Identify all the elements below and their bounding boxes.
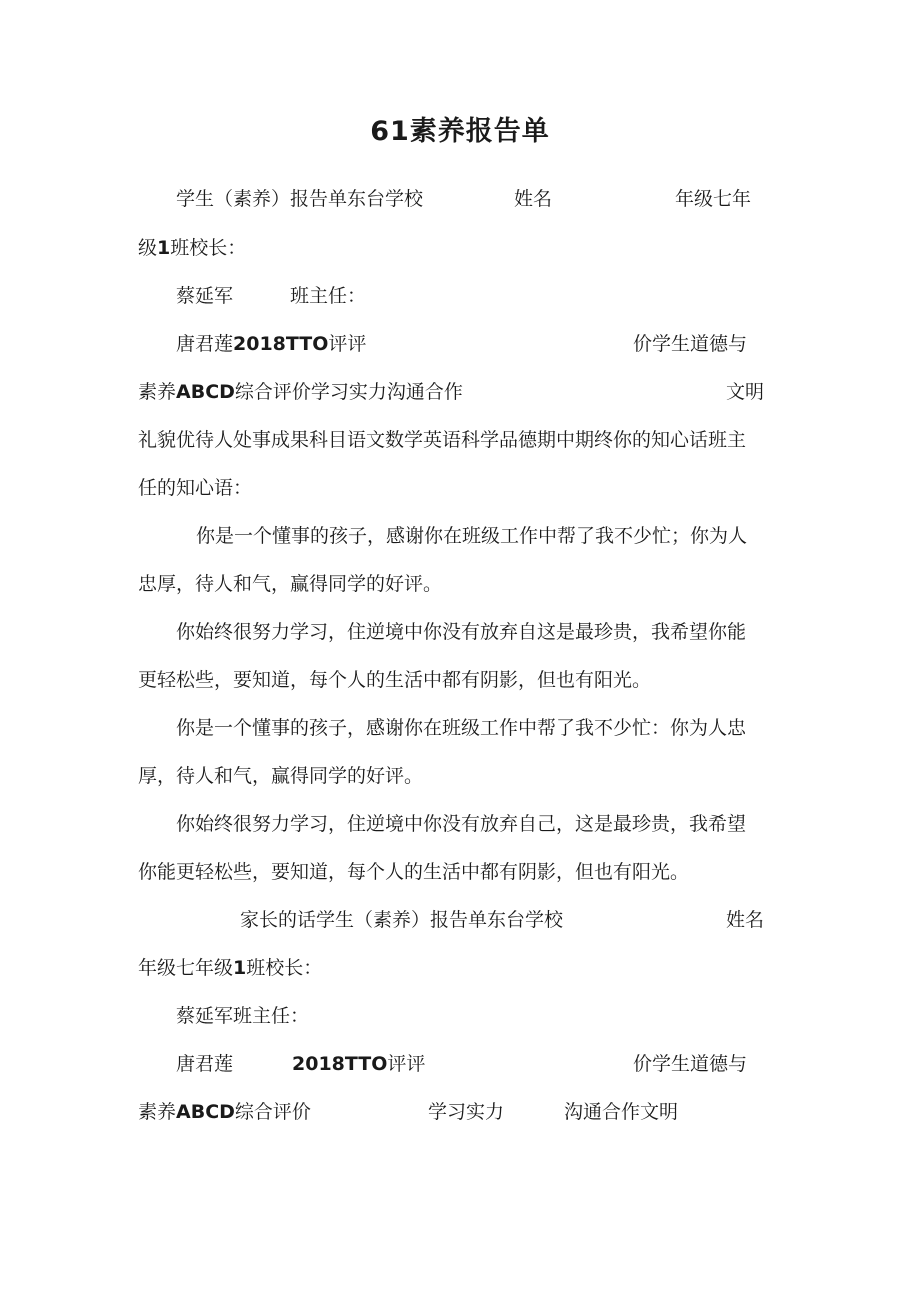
- name-label: 姓名: [514, 188, 553, 210]
- grade-class-prefix-2: 年级七年级: [138, 957, 234, 979]
- principal-label: 班校长：: [170, 237, 247, 259]
- evaluation-line-2: [138, 1099, 311, 1125]
- comment-para-2-line-1: 你始终很努力学习，住逆境中你没有放弃自这是最珍贵，我希望你能: [176, 621, 747, 643]
- evaluation-items: 综合评价学习实力沟通合作: [234, 381, 463, 403]
- principal-teacher-line-2: 蔡延军班主任：: [176, 1005, 310, 1027]
- teacher-code-line-2: [292, 1051, 425, 1077]
- eval-tail: 价学生道德与: [633, 333, 748, 355]
- comment-para-4-line-1: 你始终很努力学习，住逆境中你没有放弃自己，这是最珍贵，我希望: [176, 813, 747, 835]
- study-ability-label-2: 学习实力: [428, 1101, 505, 1123]
- page-title: [0, 112, 920, 152]
- class-number-2: 1: [233, 957, 247, 979]
- comment-para-1-line-2: 忠厚，待人和气，赢得同学的好评。: [138, 573, 443, 595]
- title-text: 61素养报告单: [370, 116, 550, 147]
- civility-label: 文明: [726, 381, 765, 403]
- report-school-label: 学生（素养）报告单东台学校: [176, 188, 424, 210]
- teacher-line: [176, 331, 366, 357]
- comment-para-3-line-2: 厚，待人和气，赢得同学的好评。: [138, 765, 424, 787]
- principal-label-2: 班校长：: [246, 957, 323, 979]
- grade-scale: ABCD: [176, 381, 235, 403]
- communication-label-2: 沟通合作文明: [564, 1101, 679, 1123]
- class-number: 1: [157, 237, 171, 259]
- eval-text: 评评: [328, 333, 367, 355]
- class-prefix: 级: [138, 237, 158, 259]
- parent-words-header: 家长的话学生（素养）报告单东台学校: [240, 909, 564, 931]
- comment-para-2-line-2: 更轻松些，要知道，每个人的生活中都有阴影，但也有阳光。: [138, 669, 652, 691]
- teacher-label: 班主任：: [290, 285, 367, 307]
- teacher-code: 2018TTO: [233, 333, 329, 355]
- literacy-label: 素养: [138, 381, 177, 403]
- overall-eval-label-2: 综合评价: [234, 1101, 311, 1123]
- comment-para-4-line-2: 你能更轻松些，要知道，每个人的生活中都有阴影，但也有阳光。: [138, 861, 690, 883]
- teacher-code-2: 2018TTO: [292, 1053, 388, 1075]
- eval-text-2: 评评: [387, 1053, 426, 1075]
- literacy-label-2: 素养: [138, 1101, 177, 1123]
- grade-label: 年级七年: [675, 188, 752, 210]
- subjects-line: 礼貌优待人处事成果科目语文数学英语科学品德期中期终你的知心话班主: [138, 429, 747, 451]
- principal-name: 蔡延军: [176, 285, 234, 307]
- teacher-name-2: 唐君莲: [176, 1053, 234, 1075]
- comment-para-3-line-1: 你是一个懂事的孩子，感谢你在班级工作中帮了我不少忙：你为人忠: [176, 717, 747, 739]
- grade-scale-2: ABCD: [176, 1101, 235, 1123]
- class-principal-line: [138, 235, 246, 261]
- teacher-words-label: 任的知心语：: [138, 477, 253, 499]
- class-principal-line-2: [138, 955, 322, 981]
- teacher-name: 唐君莲: [176, 333, 234, 355]
- comment-para-1-line-1: 你是一个懂事的孩子，感谢你在班级工作中帮了我不少忙；你为人: [196, 525, 748, 547]
- eval-tail-2: 价学生道德与: [633, 1053, 748, 1075]
- evaluation-line: [138, 379, 463, 405]
- name-label-2: 姓名: [726, 909, 765, 931]
